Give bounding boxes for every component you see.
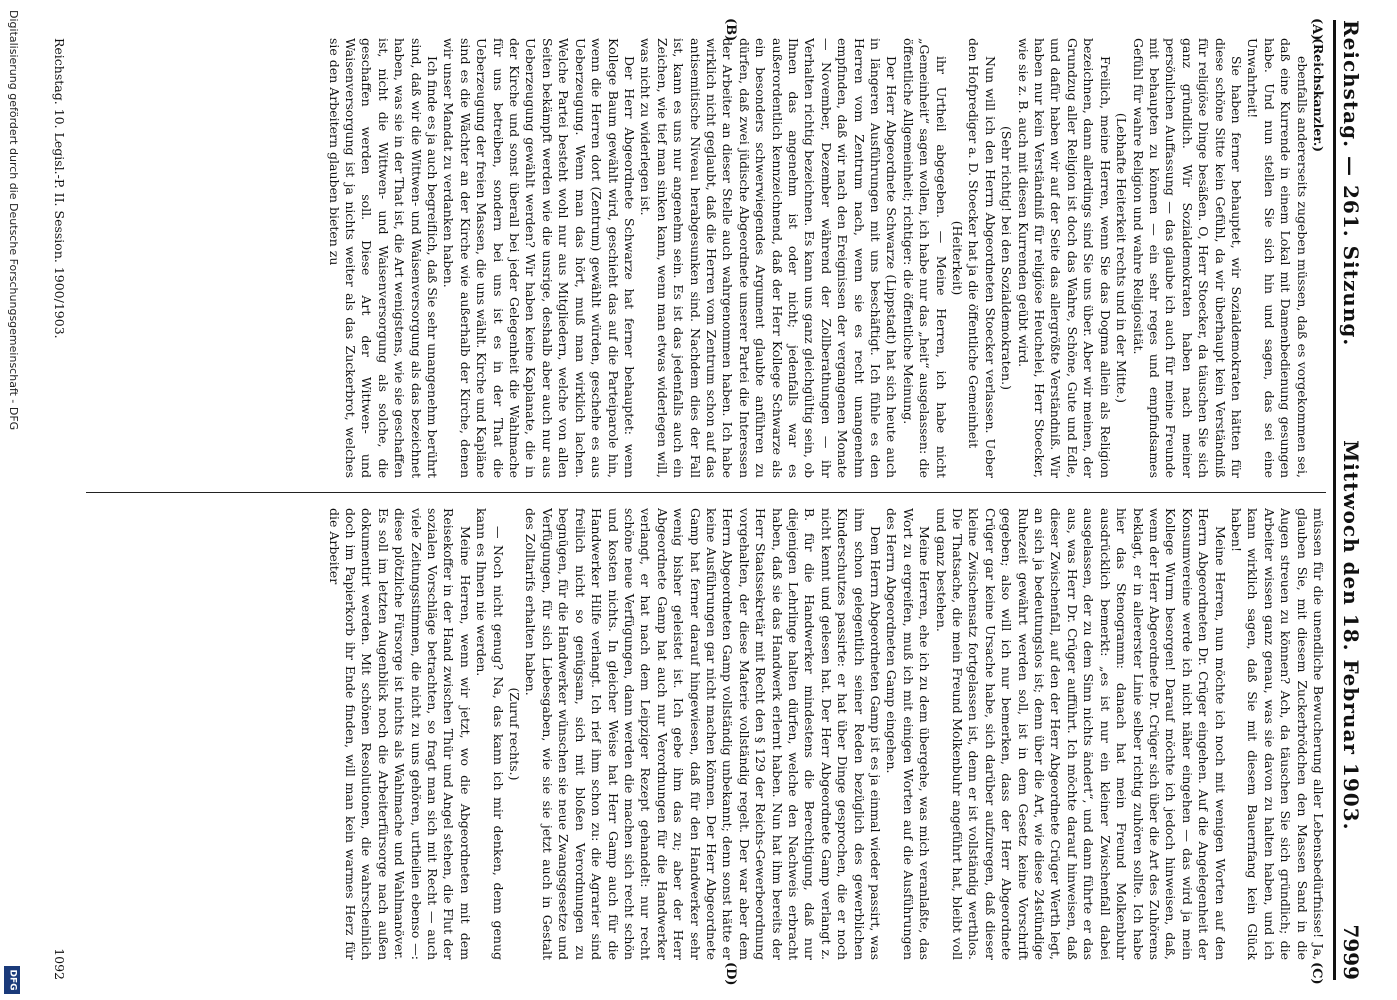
footer-legislature: Reichstag. 10. Legisl.-P. II. Session. 1900/1903. (52, 38, 67, 339)
interjection: (Heiterkeit) (950, 220, 966, 296)
paragraph: — Noch nicht genug? Na, das kann ich mir denken, denn genug kann es Ihnen nie werden. (474, 508, 506, 960)
paragraph: Meine Herren, wenn wir jetzt, wo die Abgeordneten mit dem Reisekoffer in der Hand zwischen Thür und Angel stehen, die Flut der sozialen Vorschläge betrachten, so fragt man sich mit Recht — auch viele Zeitungsstimmen, die nicht zu uns gehören, urtheilen ebenso —: diese plötzliche Fürsorge ist nichts als Wahlmache und Wahlmanöver. Es soll im letzten Augenblick noch die Arbeiterfürsorge nach außen dokumentirt werden. Mit schönen Resolutionen, die wahrscheinlich doch im Papierkorb ihr Ende finden, will man kein warmes Herz für die Arbeiter (326, 508, 473, 960)
paragraph: Sie haben ferner behauptet, wir Sozialdemokraten hätten für diese schöne Sitte kein Gefühl, da wir überhaupt kein Verständniß für religiöse Dinge besäßen. O, Herr Stoecker, da täuschen Sie sich ganz gründlich. Wir Sozialdemokraten haben nach meiner persönlichen Auffassung — das glaube ich auch für meine Freunde mit behaupten zu können — ein sehr reges und empfindsames Gefühl für wahre Religion und wahre Religiosität. (1130, 38, 1244, 478)
marker-c: (C) (1309, 962, 1324, 985)
scanned-page (38, 10, 1378, 990)
left-column (86, 38, 1326, 478)
marker-a: (A) (1309, 18, 1324, 41)
paragraph: müssen für die unendliche Bewucherung aller Lebensbedürfnisse! Ja, glauben Sie, mit diesem Zuckerbrödchen den Massen Sand in die Augen streuen zu können? Ach, da täuschen Sie sich gründlich; die Arbeiter wissen ganz genau, was sie davon zu halten haben, und ich kann wirklich sagen, daß Sie mit diesem Bauernfang kein Glück haben! (1228, 508, 1326, 960)
paragraph: ihr Urtheil abgegeben. — Meine Herren, ich habe nicht „Gemeinheit“ sagen wollen, ich habe nur das „heit“ ausgelassen: die öffentliche Allgemeinheit; richtiger: die öffentliche Meinung. (900, 38, 949, 478)
page-content (38, 10, 1378, 990)
paragraph: Freilich, meine Herren, wenn Sie das Dogma allein als Religion bezeichnen, dann allerdings sind Sie uns über. Aber wir meinen, der Grundzug aller Religion ist doch das Wahre, Schöne, Gute und Edle, und dafür haben wir auf der Seite das allergrößte Verständniß. Wir haben nur kein Verständniß für religiöse Heuchelei, Herr Stoecker, wie sie z. B. auch mit diesen Kurrenden geübt wird. (1015, 38, 1113, 478)
digitization-caption (2, 10, 24, 990)
footer-page: 1092 (52, 948, 67, 980)
marker-d: (D) (723, 962, 738, 986)
caption-text: Digitalisierung gefördert durch die Deutsche Forschungsgemeinschaft - DFG (7, 10, 20, 431)
interjection: (Sehr richtig! bei den Sozialdemokraten.) (999, 126, 1015, 390)
paragraph: Meine Herren, nun möchte ich noch mit wenigen Worten auf den Herrn Abgeordneten Dr. Crüger eingehen. Auf die Angelegenheit der Konsumvereine werde ich nicht näher eingehen — das wird ja mein Kollege Wurm besorgen! Darauf möchte ich jedoch hinweisen, daß, wenn der Herr Abgeordnete Dr. Crüger sich über die Art des Zuhörens beklagt, er in allererster Linie selber richtig zuhören sollte. Ich habe hier das Stenogramm: danach hat mein Freund Molkenbuhr ausdrücklich bemerkt: „es ist nur ein kleiner Zwischenfall dabei ausgelassen, der zu dem Sinn nichts ändert“, und dann führte er das aus, was Herr Dr. Crüger aufführt. Ich möchte darauf hinweisen, daß dieser Zwischenfall, auf den der Herr Abgeordnete Crüger Werth legt, an sich ja bedeutungslos ist; denn über die Art, wie diese 24stündige Ruhezeit gewährt werden soll, ist in dem Gesetz keine Vorschrift gegeben; also will ich nur bemerken, dass der Herr Abgeordnete Crüger gar keine Ursache habe, sich darüber aufzuregen, daß dieser kleine Zwischensatz fortgelassen ist, denn er ist vollständig werthlos. Die Thatsache, die mein Freund Molkenbuhr angeführt hat, bleibt voll und ganz bestehen. (933, 508, 1228, 960)
paragraph: Nun will ich den Herrn Abgeordneten Stoecker verlassen. Ueber den Hofprediger a. D. Stoecker hat ja die öffentliche Gemeinheit (966, 38, 998, 478)
paragraph: Der Herr Abgeordnete Schwarze hat ferner behauptet: wenn Kollege Baum gewählt wird, geschieht das auf die Parteiparole hin, wenn die Herren dort (Zentrum) gewählt würden, geschehe es aus Ueberzeugung. Wenn man das hört, muß man wirklich lachen. Welche Partei besteht wohl nur aus Mitgliedern, welche von allen Seiten bekämpft werden wie die unsrige, deshalb aber auch nur aus Ueberzeugung gewählt werden? Wir haben keine Kaplanate, die in der Kirche und sonst überall bei jeder Gelegenheit die Wahlmache für uns betreiben, sondern bei uns ist es in der That die Ueberzeugung der freien Massen, die uns wählt. Kirche und Kapläne sind es die Wächter an der Kirche wie außerhalb der Kirche, denen wir unser Mandat zu verdanken haben. (441, 38, 637, 478)
page-number: 7999 (1339, 924, 1363, 980)
interjection: (Lebhafte Heiterkeit rechts und in der Mitte.) (1114, 112, 1130, 404)
column-divider (86, 492, 1326, 493)
logo-text: DFG (7, 969, 18, 991)
dfg-logo (4, 966, 20, 994)
page-header (1333, 20, 1366, 980)
interjection: (Zuruf rechts.) (507, 687, 523, 781)
right-column (86, 508, 1326, 960)
page-footer (52, 38, 74, 980)
header-date: Mittwoch den 18. Februar 1903. (1339, 440, 1363, 831)
header-session: Reichstag. — 261. Sitzung. (1339, 20, 1363, 347)
paragraph: ebenfalls andererseits zugeben müssen, daß es vorgekommen sei, daß eine Kurrende in einem Lokal mit Damenbedienung gesungen habe. Und nun stellen Sie sich hin und sagen, das sei eine Unwahrheit! (1245, 38, 1310, 478)
section-label: (Reichskanzler.) (1311, 38, 1326, 153)
paragraph: Der Herr Abgeordnete Schwarze (Lippstadt) hat sich heute auch in längeren Ausführungen mit uns beschäftigt. Ich fühle es den Herren vom Zentrum nach, wenn sie es recht unangenehm empfinden, daß wir nach den Ereignissen der vergangenen Monate — November, Dezember während der Zollberathungen — ihr Verhalten richtig bezeichnen. Es kann uns ganz gleichgültig sein, ob Ihnen das angenehm ist oder nicht; jedenfalls war es außerordentlich kennzeichnend, daß der Herr Kollege Schwarze als ein besonders schwerwiegendes Argument glaubte anführen zu dürfen, daß zwei jüdische Abgeordnete unserer Partei die Interessen der Arbeiter an dieser Stelle auch wahrgenommen haben. Ich habe wirklich nicht geglaubt, daß die Herren vom Zentrum schon auf das antisemitische Niveau herabgesunken sind. Nachdem dies der Fall ist, kann es uns nur angenehm sein. Es ist das jedenfalls auch ein Zeichen, wie tief man sinken kann, wenn man etwas widerlegen will, was nicht zu widerlegen ist. (638, 38, 900, 478)
paragraph: Meine Herren, ehe ich zu dem übergehe, was mich veranlaßte, das Wort zu ergreifen, muß ich mit einigen Worten auf die Ausführungen des Herrn Abgeordneten Gamp eingehen. (884, 508, 933, 960)
marker-b: (B) (723, 18, 738, 42)
paragraph: Dem Herrn Abgeordneten Gamp ist es ja einmal wieder passirt, was ihm schon gelegentlich seiner Reden bezüglich des gewerblichen Kinderschutzes passirte: er hat über Dinge gesprochen, die er noch nicht kennt und gelesen hat. Der Herr Abgeordnete Gamp verlangt z. B. für die Handwerker mindestens die Berechtigung, daß nur diejenigen Lehrlinge halten dürfen, welche den Nachweis erbracht haben, daß sie das Handwerk erlernt haben. Nun hat ihm bereits der Herr Staatssekretär mit Recht den § 129 der Reichs-Gewerbeordnung vorgehalten, der diese Materie vollständig regelt. Der war aber dem Herrn Abgeordneten Gamp vollständig unbekannt; denn sonst hätte er keine Ausführungen gar nicht machen können. Der Herr Abgeordnete Gamp hat ferner darauf hingewiesen, daß für den Handwerker sehr wenig bisher geleistet ist. Ich gebe ihm das zu; aber der Herr Abgeordnete Gamp hat auch nur Verordnungen für die Handwerker verlangt, er hat nach dem Leipziger Rezept gehandelt: nur recht schöne neue Verfügungen, dann werden die machen sich recht schön und kosten nichts. In gleicher Weise hat Herr Gamp auch für die Handwerker Hilfe verlangt. Ich rief ihm schon zu: die Agrarier sind freilich nicht so genügsam, sich mit bloßen Verordnungen zu begnügen, für die Handwerker wünschen sie neue Zwangsgesetze und Verfügungen, für sich Liebesgaben, wie sie sie jetzt auch in Gestalt des Zolltarifs erhalten haben. (523, 508, 884, 960)
paragraph: Ich finde es ja auch begreiflich, daß Sie sehr unangenehm berührt sind, daß wir die Wittwen- und Waisenversorgung als das bezeichnet haben, was sie in der That ist, die Art wenigstens, wie sie geschaffen ist, nicht die Wittwen- und Waisenversorgung als solche, die geschaffen werden soll. Diese Art der Wittwen- und Waisenversorgung ist ja nichts weiter als das Zuckerbrot, welches sie den Arbeitern glauben bieten zu (326, 38, 441, 478)
